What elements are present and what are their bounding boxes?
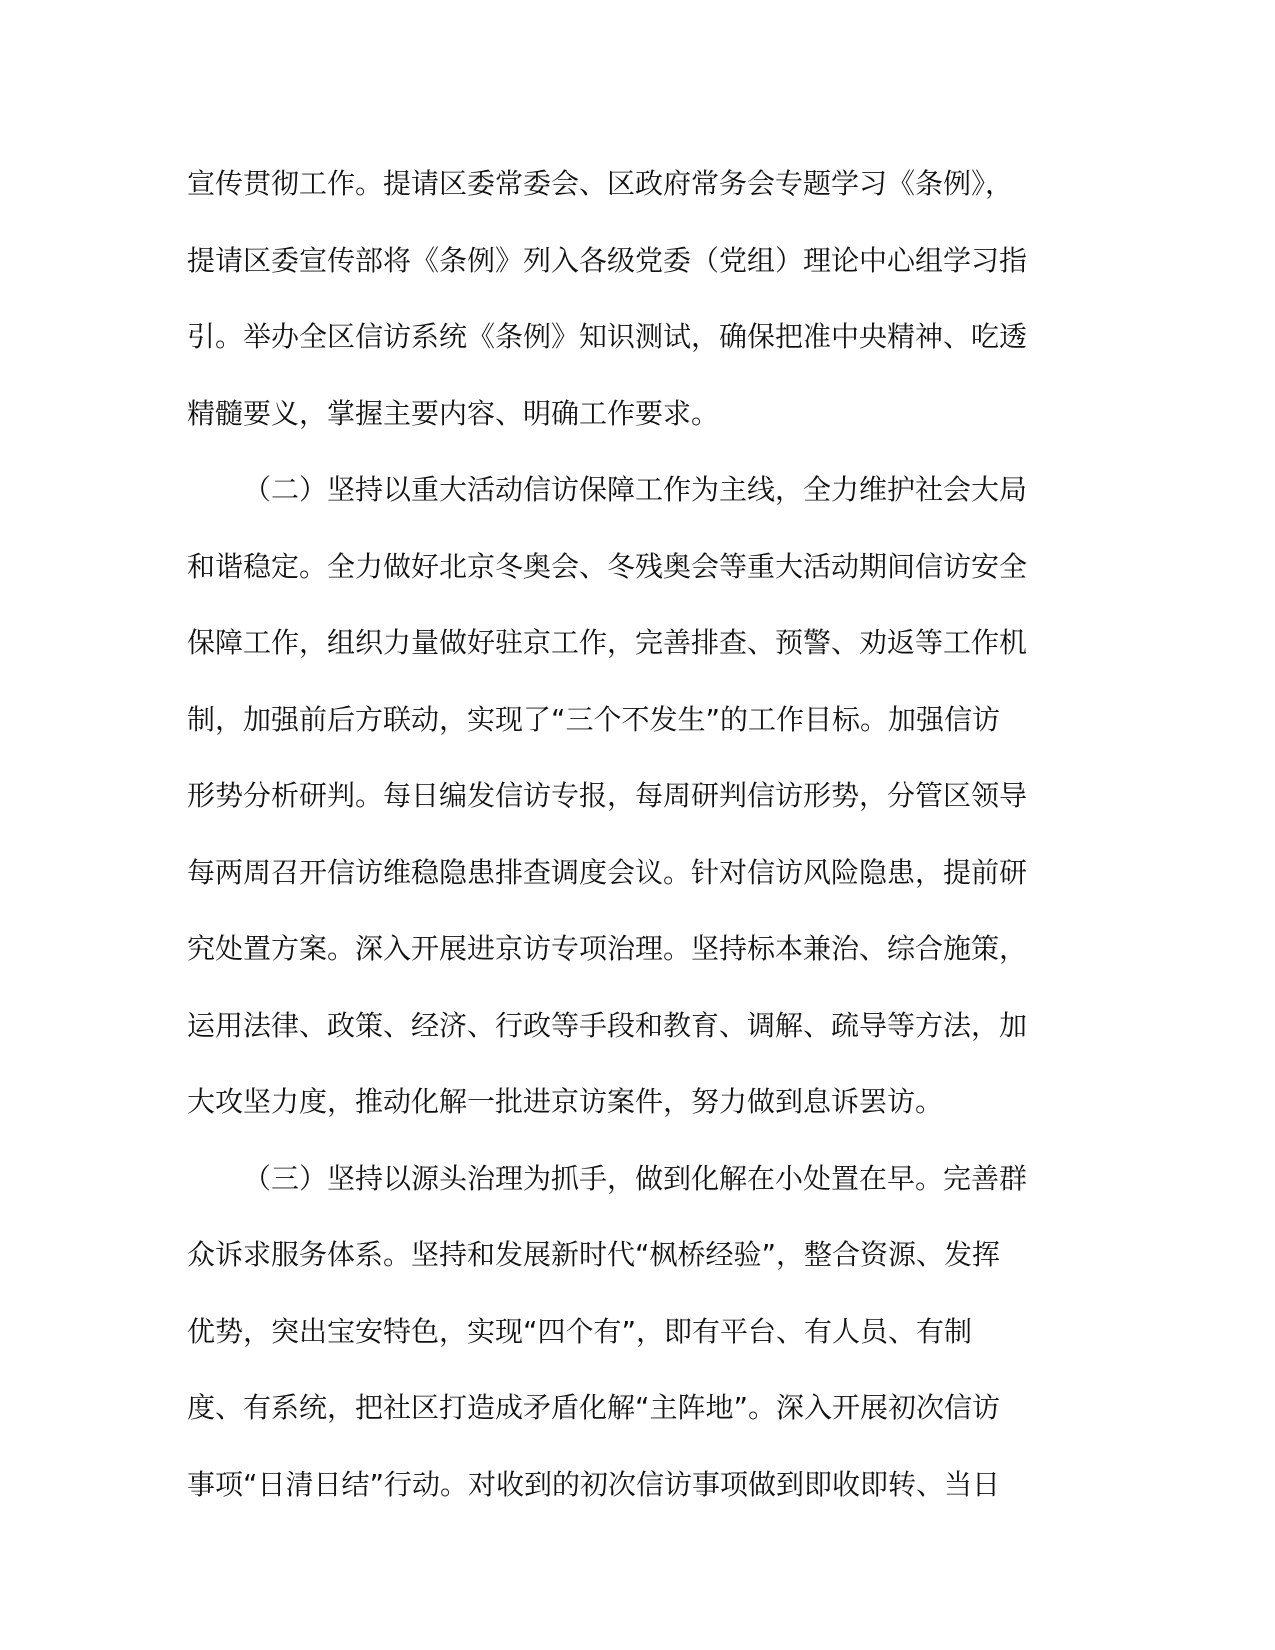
text-line: 大攻坚力度，推动化解一批进京访案件，努力做到息诉罢访。: [187, 1085, 944, 1118]
section-heading-line: （三）坚持以源头治理为抓手，做到化解在小处置在早。完善群: [243, 1161, 1028, 1195]
text-line: 众诉求服务体系。坚持和发展新时代“枫桥经验”，整合资源、发挥: [187, 1238, 1001, 1271]
text-line: 制，加强前后方联动，实现了“三个不发生”的工作目标。加强信访: [187, 702, 1001, 736]
text-line: 精髓要义，掌握主要内容、明确工作要求。: [187, 396, 720, 430]
text-line: 和谐稳定。全力做好北京冬奥会、冬残奥会等重大活动期间信访安全: [187, 549, 1028, 583]
text-line: 形势分析研判。每日编发信访专报，每周研判信访形势，分管区领导: [187, 779, 1028, 812]
text-line: 引。举办全区信访系统《条例》知识测试，确保把准中央精神、吃透: [187, 320, 1028, 353]
body-text: [187, 146, 1067, 1523]
text-line: 保障工作，组织力量做好驻京工作，完善排查、预警、劝返等工作机: [187, 626, 1028, 659]
text-line: 提请区委宣传部将《条例》列入各级党委（党组）理论中心组学习指: [187, 243, 1028, 277]
text-line: 宣传贯彻工作。提请区委常委会、区政府常务会专题学习《条例》，: [187, 167, 1014, 200]
section-heading-line: （二）坚持以重大活动信访保障工作为主线，全力维护社会大局: [243, 473, 1028, 506]
text-line: 究处置方案。深入开展进京访专项治理。坚持标本兼治、综合施策，: [187, 932, 1028, 965]
text-line: 每两周召开信访维稳隐患排查调度会议。针对信访风险隐患，提前研: [187, 855, 1028, 889]
text-line: 度、有系统，把社区打造成矛盾化解“主阵地”。深入开展初次信访: [187, 1391, 1001, 1424]
text-line: 优势，突出宝安特色，实现“四个有”，即有平台、有人员、有制: [187, 1314, 973, 1348]
text-line: 事项“日清日结”行动。对收到的初次信访事项做到即收即转、当日: [187, 1467, 1001, 1501]
text-line: 运用法律、政策、经济、行政等手段和教育、调解、疏导等方法，加: [187, 1008, 1028, 1042]
